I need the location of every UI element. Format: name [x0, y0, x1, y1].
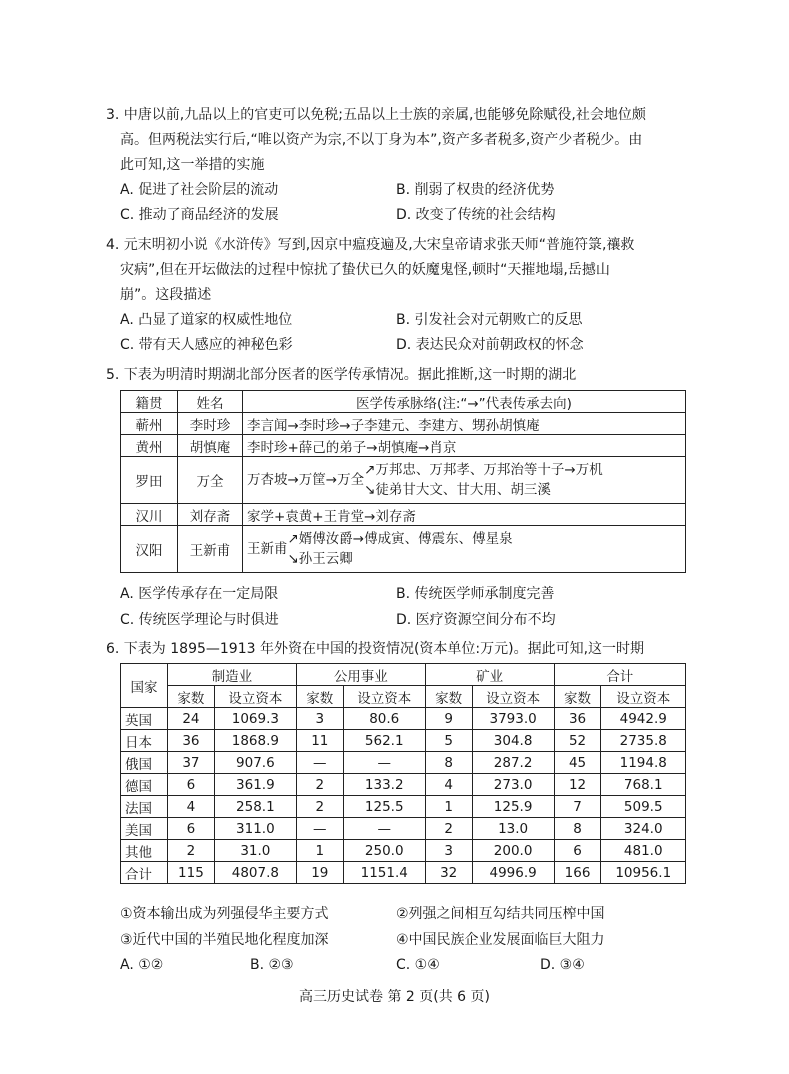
place-cell: 蕲州: [121, 413, 178, 435]
q3-option-b: B. 削弱了权贵的经济优势: [396, 182, 555, 198]
q6-table-body: [121, 708, 686, 884]
chain-branches: [364, 460, 603, 500]
count-cell: 2: [296, 774, 343, 796]
q5-option-b: B. 传统医学师承制度完善: [396, 586, 555, 602]
subheader-capital: 设立资本: [472, 686, 554, 708]
capital-cell: 13.0: [472, 818, 554, 840]
q3-option-a: A. 促进了社会阶层的流动: [120, 182, 279, 198]
q5-option-d: D. 医疗资源空间分布不均: [396, 612, 556, 628]
country-cell: 日本: [121, 730, 168, 752]
q5-option-c: C. 传统医学理论与时俱进: [120, 612, 279, 628]
capital-cell: 4996.9: [472, 862, 554, 884]
place-cell: 罗田: [121, 457, 178, 504]
count-cell: 4: [425, 774, 472, 796]
q3-option-d: D. 改变了传统的社会结构: [396, 207, 556, 223]
capital-cell: —: [343, 752, 425, 774]
page-footer: 高三历史试卷 第 2 页(共 6 页): [299, 989, 490, 1005]
capital-cell: 324.0: [601, 818, 686, 840]
place-cell: 黄州: [121, 435, 178, 457]
capital-cell: 125.5: [343, 796, 425, 818]
table-row: [121, 504, 686, 526]
name-cell: 李时珍: [178, 413, 243, 435]
q6-option-c: C. ①④: [396, 957, 440, 973]
q4-stem-line1: 4. 元末明初小说《水浒传》写到,因京中瘟疫遍及,大宋皇帝请求张天师“普施符箓,禳救: [106, 237, 635, 253]
count-cell: 37: [168, 752, 215, 774]
header-place: 籍贯: [121, 391, 178, 413]
count-cell: 45: [554, 752, 601, 774]
capital-cell: 1868.9: [214, 730, 296, 752]
name-cell: 胡慎庵: [178, 435, 243, 457]
subheader-count: 家数: [168, 686, 215, 708]
count-cell: 19: [296, 862, 343, 884]
count-cell: 166: [554, 862, 601, 884]
capital-cell: 1151.4: [343, 862, 425, 884]
table-row: [121, 435, 686, 457]
table-row: [121, 457, 686, 504]
subheader-count: 家数: [425, 686, 472, 708]
table-row: [121, 818, 686, 840]
q3-stem-line1: 3. 中唐以前,九品以上的官吏可以免税;五品以上士族的亲属,也能够免除赋役,社会地位颇: [106, 107, 646, 123]
q4-option-c: C. 带有天人感应的神秘色彩: [120, 337, 293, 353]
name-cell: 刘存斋: [178, 504, 243, 526]
capital-cell: 1069.3: [214, 708, 296, 730]
table-row: [121, 526, 686, 573]
count-cell: 2: [168, 840, 215, 862]
capital-cell: 4942.9: [601, 708, 686, 730]
capital-cell: 125.9: [472, 796, 554, 818]
q6-statement-4: ④中国民族企业发展面临巨大阻力: [396, 932, 605, 948]
table-row: [121, 774, 686, 796]
count-cell: 6: [168, 774, 215, 796]
table-row: [121, 413, 686, 435]
count-cell: 115: [168, 862, 215, 884]
place-cell: 汉阳: [121, 526, 178, 573]
table-row: [121, 796, 686, 818]
q3-option-c: C. 推动了商品经济的发展: [120, 207, 279, 223]
header-name: 姓名: [178, 391, 243, 413]
count-cell: 9: [425, 708, 472, 730]
chain-cell: 李时珍+薛己的弟子→胡慎庵→肖京: [243, 435, 686, 457]
country-cell: 法国: [121, 796, 168, 818]
capital-cell: 361.9: [214, 774, 296, 796]
country-cell: 合计: [121, 862, 168, 884]
capital-cell: 287.2: [472, 752, 554, 774]
count-cell: 6: [168, 818, 215, 840]
q6-stem: 6. 下表为 1895—1913 年外资在中国的投资情况(资本单位:万元)。据此可知,这一时期: [106, 641, 645, 657]
q6-option-b: B. ②③: [250, 957, 294, 973]
table-header-row: [121, 391, 686, 413]
chain-cell: 家学+袁黄+王肯堂→刘存斋: [243, 504, 686, 526]
capital-cell: 768.1: [601, 774, 686, 796]
capital-cell: 2735.8: [601, 730, 686, 752]
q5-table: [120, 390, 686, 573]
subheader-capital: 设立资本: [343, 686, 425, 708]
count-cell: 1: [296, 840, 343, 862]
q6-statement-1: ①资本输出成为列强侵华主要方式: [120, 906, 329, 922]
count-cell: 52: [554, 730, 601, 752]
capital-cell: 273.0: [472, 774, 554, 796]
count-cell: 24: [168, 708, 215, 730]
count-cell: —: [296, 752, 343, 774]
capital-cell: 562.1: [343, 730, 425, 752]
q6-option-d: D. ③④: [540, 957, 585, 973]
header-mining: 矿业: [425, 664, 554, 686]
table-subheader-row: [121, 686, 686, 708]
count-cell: 2: [296, 796, 343, 818]
q4-stem-line3: 崩”。这段描述: [120, 287, 212, 303]
q6-option-a: A. ①②: [120, 957, 164, 973]
country-cell: 英国: [121, 708, 168, 730]
country-cell: 其他: [121, 840, 168, 862]
chain-main: 王新甫: [247, 541, 288, 557]
capital-cell: 509.5: [601, 796, 686, 818]
capital-cell: 311.0: [214, 818, 296, 840]
subheader-count: 家数: [296, 686, 343, 708]
chain-branch-up: ↗万邦忠、万邦孝、万邦治等十子→万机: [364, 462, 603, 478]
count-cell: 32: [425, 862, 472, 884]
count-cell: 8: [554, 818, 601, 840]
chain-main: 万杏坡→万筐→万全: [247, 472, 365, 488]
count-cell: 11: [296, 730, 343, 752]
count-cell: —: [296, 818, 343, 840]
capital-cell: 133.2: [343, 774, 425, 796]
place-cell: 汉川: [121, 504, 178, 526]
q4-option-d: D. 表达民众对前朝政权的怀念: [396, 337, 584, 353]
capital-cell: 258.1: [214, 796, 296, 818]
header-manufacturing: 制造业: [168, 664, 297, 686]
count-cell: 12: [554, 774, 601, 796]
capital-cell: 80.6: [343, 708, 425, 730]
table-row: [121, 752, 686, 774]
table-row: [121, 730, 686, 752]
chain-cell: [243, 457, 686, 504]
q5-stem: 5. 下表为明清时期湖北部分医者的医学传承情况。据此推断,这一时期的湖北: [106, 367, 577, 383]
count-cell: 3: [296, 708, 343, 730]
chain-branch-down: ↘徒弟甘大文、甘大用、胡三溪: [364, 482, 551, 498]
country-cell: 俄国: [121, 752, 168, 774]
chain-cell: [243, 526, 686, 573]
country-cell: 美国: [121, 818, 168, 840]
header-chain: 医学传承脉络(注:“→”代表传承去向): [243, 391, 686, 413]
capital-cell: 10956.1: [601, 862, 686, 884]
q6-statement-2: ②列强之间相互勾结共同压榨中国: [396, 906, 605, 922]
table-header-row: [121, 664, 686, 686]
q4-stem-line2: 灾病”,但在开坛做法的过程中惊扰了蛰伏已久的妖魔鬼怪,顿时“天摧地塌,岳撼山: [120, 262, 610, 278]
subheader-count: 家数: [554, 686, 601, 708]
table-row: [121, 840, 686, 862]
table-row: [121, 708, 686, 730]
capital-cell: 31.0: [214, 840, 296, 862]
capital-cell: 1194.8: [601, 752, 686, 774]
count-cell: 6: [554, 840, 601, 862]
q6-table: [120, 663, 686, 884]
header-utilities: 公用事业: [296, 664, 425, 686]
name-cell: 万全: [178, 457, 243, 504]
capital-cell: 907.6: [214, 752, 296, 774]
name-cell: 王新甫: [178, 526, 243, 573]
q3-stem-line3: 此可知,这一举措的实施: [120, 157, 265, 173]
q6-statement-3: ③近代中国的半殖民地化程度加深: [120, 932, 329, 948]
q4-option-a: A. 凸显了道家的权威性地位: [120, 312, 293, 328]
table-row: [121, 862, 686, 884]
capital-cell: 3793.0: [472, 708, 554, 730]
subheader-capital: 设立资本: [601, 686, 686, 708]
q3-stem-line2: 高。但两税法实行后,“唯以资产为宗,不以丁身为本”,资产多者税多,资产少者税少。由: [120, 132, 643, 148]
count-cell: 2: [425, 818, 472, 840]
capital-cell: 200.0: [472, 840, 554, 862]
count-cell: 7: [554, 796, 601, 818]
header-country: 国家: [121, 664, 168, 708]
chain-branches: [288, 529, 513, 569]
capital-cell: 304.8: [472, 730, 554, 752]
chain-branch-up: ↗婿傅汝爵→傅成寅、傅震东、傅星泉: [287, 531, 513, 547]
capital-cell: 4807.8: [214, 862, 296, 884]
count-cell: 1: [425, 796, 472, 818]
subheader-capital: 设立资本: [214, 686, 296, 708]
q4-option-b: B. 引发社会对元朝败亡的反思: [396, 312, 583, 328]
chain-branch-down: ↘孙王云卿: [287, 551, 353, 567]
count-cell: 36: [168, 730, 215, 752]
country-cell: 德国: [121, 774, 168, 796]
capital-cell: 250.0: [343, 840, 425, 862]
count-cell: 3: [425, 840, 472, 862]
count-cell: 8: [425, 752, 472, 774]
chain-cell: 李言闻→李时珍→子李建元、李建方、甥孙胡慎庵: [243, 413, 686, 435]
capital-cell: 481.0: [601, 840, 686, 862]
count-cell: 5: [425, 730, 472, 752]
header-total: 合计: [554, 664, 685, 686]
count-cell: 4: [168, 796, 215, 818]
q5-option-a: A. 医学传承存在一定局限: [120, 586, 279, 602]
count-cell: 36: [554, 708, 601, 730]
capital-cell: —: [343, 818, 425, 840]
